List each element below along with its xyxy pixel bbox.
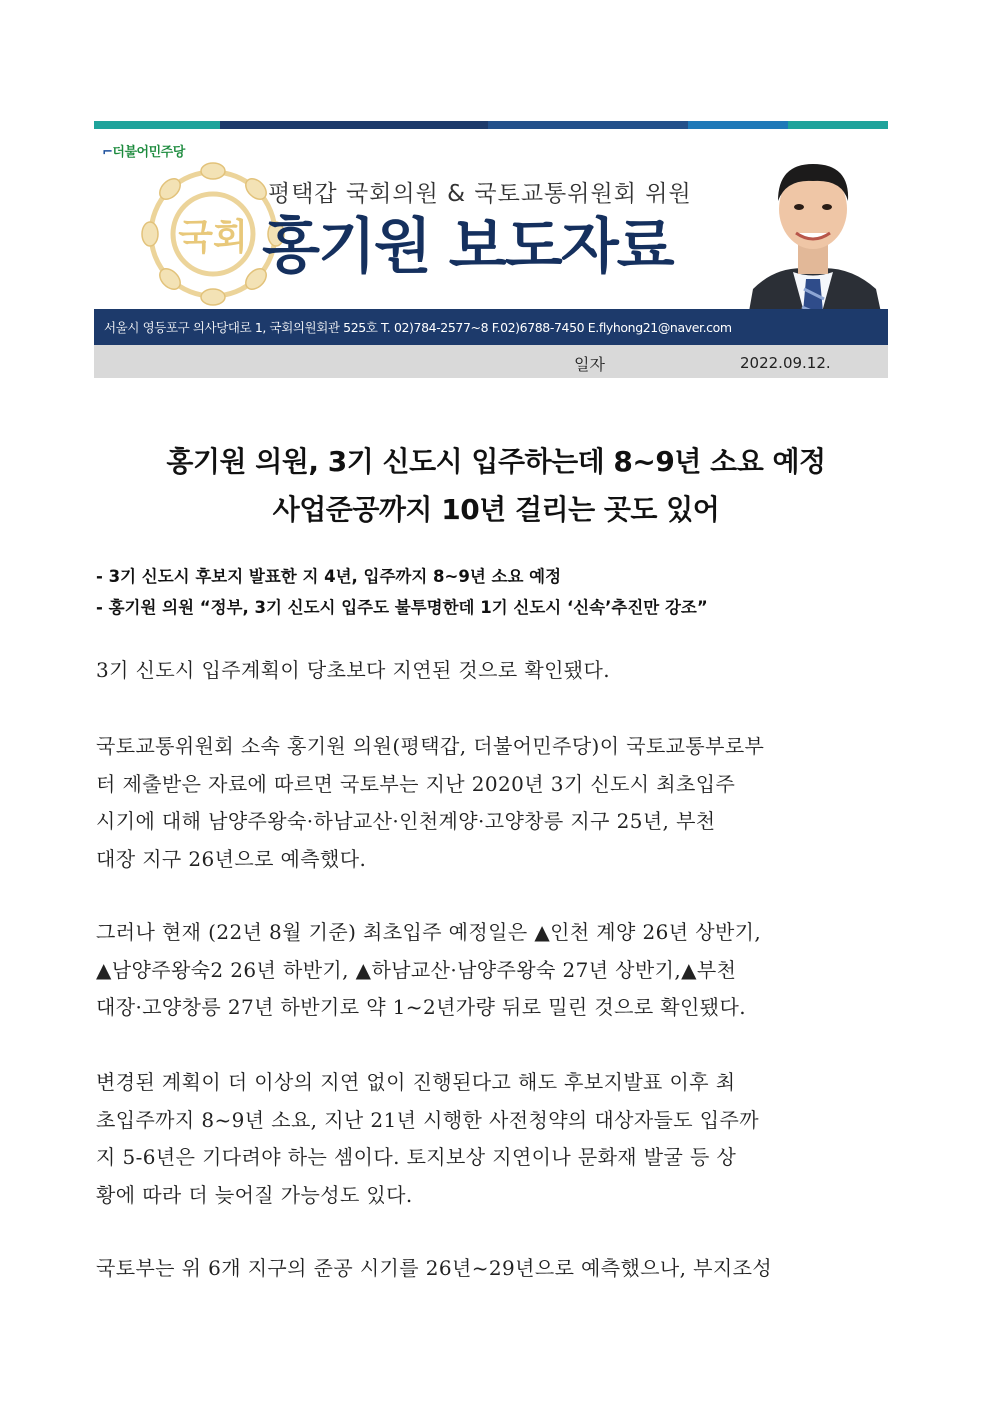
paragraph-line: 황에 따라 더 늦어질 가능성도 있다. (96, 1182, 413, 1207)
portrait-photo (738, 139, 888, 309)
color-segment (94, 121, 220, 129)
color-segment (488, 121, 688, 129)
date-bar (94, 345, 888, 378)
paragraph-line: 초입주까지 8~9년 소요, 지난 21년 시행한 사전청약의 대상자들도 입주까 (96, 1107, 759, 1132)
paragraph (96, 1250, 898, 1288)
header-title: 홍기원 보도자료 (262, 212, 673, 282)
paragraph-line: 국토부는 위 6개 지구의 준공 시기를 26년~29년으로 예측했으나, 부지조성 (96, 1256, 773, 1280)
date-label: 일자 (574, 355, 605, 374)
paragraph-line: 지 5-6년은 기다려야 하는 셈이다. 토지보상 지연이나 문화재 발굴 등 상 (96, 1145, 737, 1169)
paragraph-line: 대장·고양창릉 27년 하반기로 약 1~2년가량 뒤로 밀린 것으로 확인됐다. (96, 995, 746, 1019)
paragraph-line: 대장 지구 26년으로 예측했다. (96, 846, 367, 871)
seal-label: 국회 (178, 216, 248, 258)
paragraph-line: 그러나 현재 (22년 8월 기준) 최초입주 예정일은 ▲인천 계양 26년 상반기, (96, 920, 762, 944)
summary-bullet: - 홍기원 의원 “정부, 3기 신도시 입주도 불투명한데 1기 신도시 ‘신속’추진만 강조” (96, 598, 708, 617)
paragraph-line: ▲남양주왕숙2 26년 하반기, ▲하남교산·남양주왕숙 27년 상반기,▲부천 (96, 957, 737, 982)
header-subtitle: 평택갑 국회의원 & 국토교통위원회 위원 (268, 181, 692, 207)
paragraph (96, 914, 898, 1027)
paragraph-line: 변경된 계획이 더 이상의 지연 없이 진행된다고 해도 후보지발표 이후 최 (96, 1070, 736, 1094)
color-segment (688, 121, 788, 129)
date-value: 2022.09.12. (740, 354, 831, 372)
paragraph-line: 터 제출받은 자료에 따르면 국토부는 지난 2020년 3기 신도시 최초입주 (96, 771, 736, 796)
masthead (94, 129, 888, 309)
paragraph (96, 728, 898, 878)
party-logo: ⌐더불어민주당 (102, 145, 185, 160)
contact-info: 서울시 영등포구 의사당대로 1, 국회의원회관 525호 T. 02)784-2577~8 F.02)6788-7450 E.flyhong21@naver.com (104, 320, 732, 335)
paragraph-line: 국토교통위원회 소속 홍기원 의원(평택갑, 더불어민주당)이 국토교통부로부 (96, 734, 765, 758)
color-segment (788, 121, 888, 129)
paragraph (96, 1064, 898, 1214)
headline-line-1: 홍기원 의원, 3기 신도시 입주하는데 8~9년 소요 예정 (166, 445, 826, 478)
header-color-bar (94, 121, 888, 129)
contact-bar (94, 309, 888, 345)
paragraph (96, 652, 898, 690)
headline-line-2: 사업준공까지 10년 걸리는 곳도 있어 (272, 493, 720, 526)
summary-bullet: - 3기 신도시 후보지 발표한 지 4년, 입주까지 8~9년 소요 예정 (96, 567, 562, 586)
paragraph-line: 시기에 대해 남양주왕숙·하남교산·인천계양·고양창릉 지구 25년, 부천 (96, 809, 716, 833)
paragraph-line: 3기 신도시 입주계획이 당초보다 지연된 것으로 확인됐다. (96, 658, 610, 682)
color-segment (220, 121, 488, 129)
